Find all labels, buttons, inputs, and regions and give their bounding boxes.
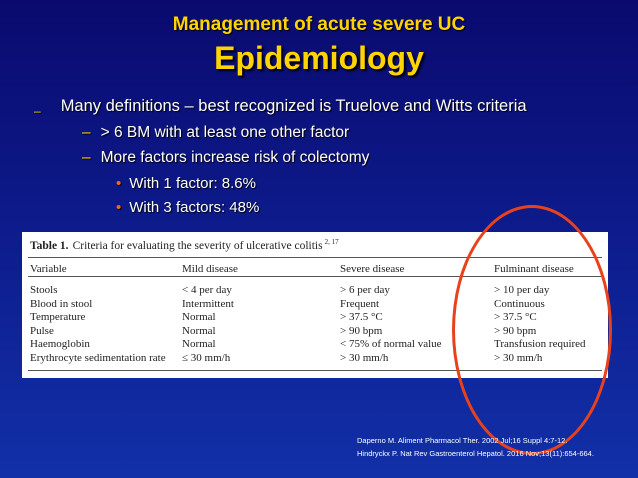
bullet-main	[34, 97, 527, 118]
bullet-sub-1	[82, 124, 349, 142]
dot-bullet-icon: •	[116, 175, 122, 192]
dash-bullet-icon: –	[34, 104, 41, 119]
table-cell: Intermittent	[182, 297, 234, 310]
table-header-cell: Severe disease	[340, 263, 405, 275]
dash-bullet-icon: –	[82, 149, 91, 166]
bullet-sub-2-text: More factors increase risk of colectomy	[100, 149, 370, 166]
table-cell: < 4 per day	[182, 284, 232, 296]
table-cell: Frequent	[340, 297, 380, 310]
table-cell: > 6 per day	[340, 284, 390, 296]
table-header-cell: Variable	[30, 263, 67, 275]
bullet-subsub-1	[116, 175, 256, 192]
references	[357, 434, 594, 460]
table-cell: Continuous	[494, 297, 545, 310]
table-cell: Pulse	[30, 324, 54, 337]
table-cell: Temperature	[30, 311, 86, 323]
bullet-subsub-2-text: With 3 factors: 48%	[129, 199, 260, 216]
bullet-main-text: Many definitions – best recognized is Truelove and Witts criteria	[60, 97, 527, 115]
bullet-subsub-2	[116, 199, 259, 216]
table-cell: > 10 per day	[494, 284, 550, 296]
reference-1: Daperno M. Aliment Pharmacol Ther. 2002 Jul;16 Suppl 4:7-12.	[357, 436, 568, 445]
slide-title: Management of acute severe UC	[172, 14, 466, 35]
bullet-subsub-1-text: With 1 factor: 8.6%	[129, 175, 256, 192]
table-cell: ≤ 30 mm/h	[182, 351, 231, 364]
table-header-cell: Fulminant disease	[494, 263, 574, 275]
table-cell: > 90 bpm	[340, 324, 383, 337]
bullet-sub-2	[82, 149, 369, 167]
table-header-cell: Mild disease	[182, 263, 238, 275]
table-cell: Stools	[30, 284, 58, 296]
table-cell: Blood in stool	[30, 297, 93, 310]
highlight-ring	[452, 205, 612, 455]
table-cell: Erythrocyte sedimentation rate	[30, 351, 166, 364]
table-cell: > 30 mm/h	[494, 351, 543, 364]
table-caption-text: Criteria for evaluating the severity of ulcerative colitis	[72, 239, 323, 252]
table-cell: Transfusion required	[494, 338, 586, 350]
table-label: Table 1.	[30, 239, 69, 252]
table-cell: Haemoglobin	[30, 338, 90, 350]
bullet-sub-1-text: > 6 BM with at least one other factor	[100, 124, 350, 141]
table-cell: Normal	[182, 338, 216, 350]
slide-subtitle: Epidemiology	[214, 40, 424, 76]
table-cell: > 30 mm/h	[340, 351, 389, 364]
table-cell: > 90 bpm	[494, 324, 537, 337]
dot-bullet-icon: •	[116, 199, 122, 216]
table-cell: > 37.5 °C	[340, 311, 383, 323]
table-cell: Normal	[182, 311, 216, 323]
table-cell: < 75% of normal value	[340, 338, 442, 350]
table-cell: Normal	[182, 324, 216, 337]
table-caption	[30, 238, 339, 252]
dash-bullet-icon: –	[82, 124, 91, 141]
reference-2: Hindryckx P. Nat Rev Gastroenterol Hepatol. 2016 Nov;13(11):654-664.	[357, 449, 594, 458]
table-caption-refs: 2, 17	[324, 238, 339, 246]
table-cell: > 37.5 °C	[494, 311, 537, 323]
